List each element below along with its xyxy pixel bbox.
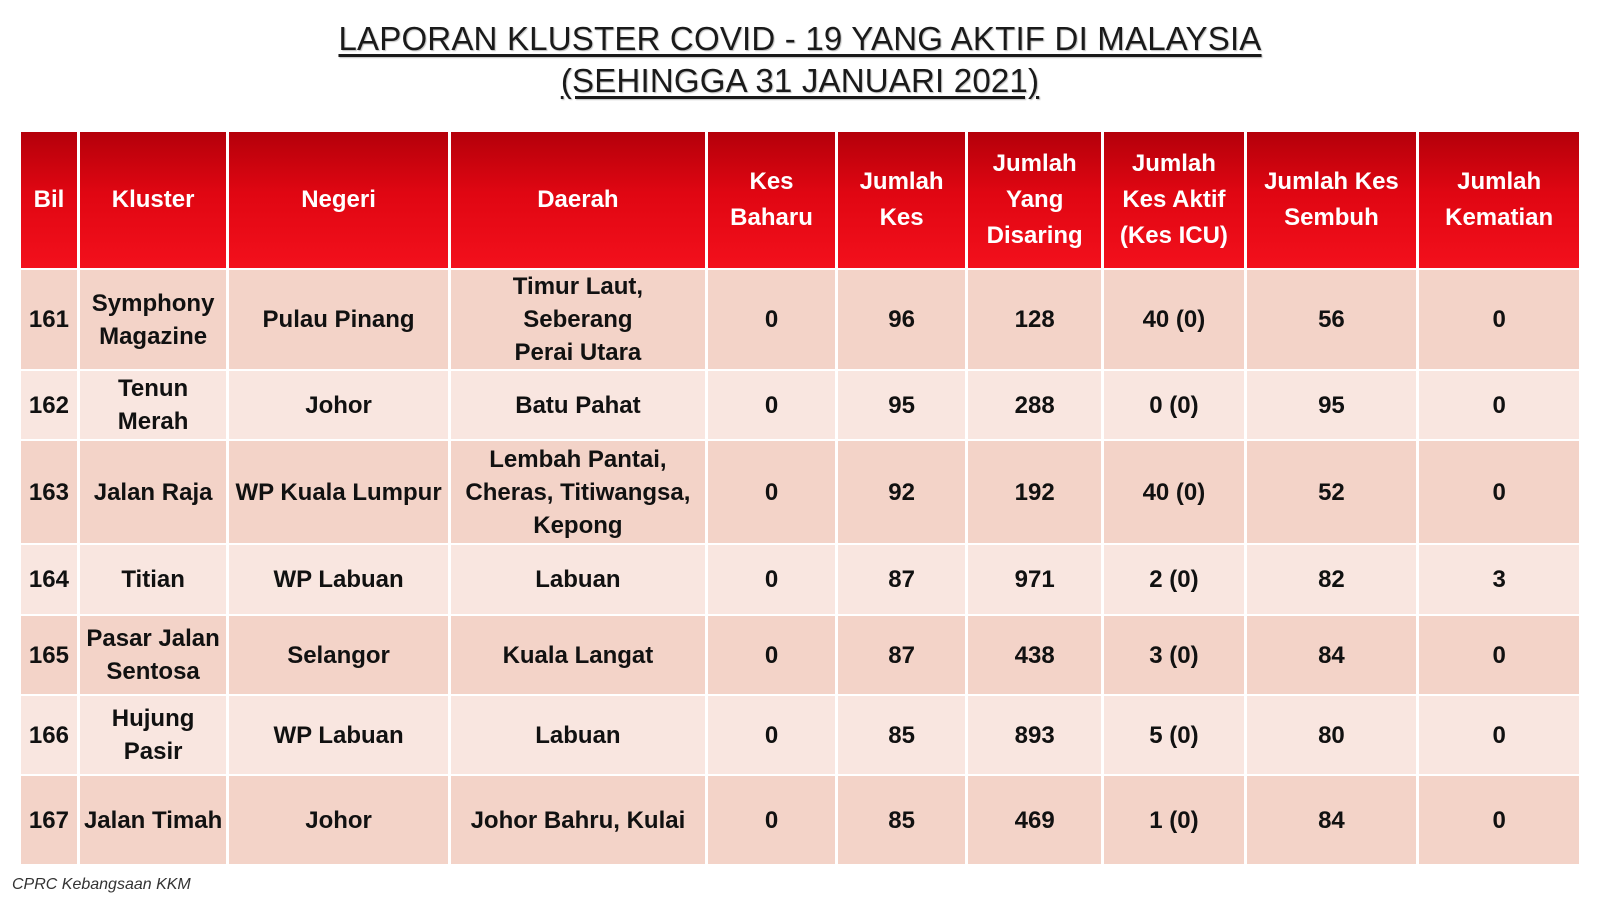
- cell-kes-sembuh: 84: [1247, 616, 1417, 694]
- header-line: Baharu: [730, 204, 813, 231]
- cell-kes-baharu: 0: [708, 371, 835, 439]
- cell-kluster: [80, 441, 226, 543]
- header-kematian: [1419, 132, 1579, 268]
- cell-kes-sembuh: 95: [1247, 371, 1417, 439]
- table-row: [21, 545, 1579, 614]
- table-row: [21, 616, 1579, 694]
- header-jumlah-disaring: [968, 132, 1101, 268]
- cell-daerah: [451, 371, 705, 439]
- header-line: Jumlah: [1131, 150, 1216, 177]
- cell-line: Tenun: [117, 375, 189, 402]
- header-line: Kes: [749, 168, 794, 195]
- cell-kematian: 0: [1419, 776, 1579, 864]
- cell-negeri: WP Labuan: [229, 545, 448, 614]
- cell-negeri: Pulau Pinang: [229, 270, 448, 369]
- report-title-line-1: LAPORAN KLUSTER COVID - 19 YANG AKTIF DI MALAYSIA: [338, 20, 1262, 57]
- header-line: Kes Aktif: [1122, 186, 1226, 213]
- cell-kluster: [80, 545, 226, 614]
- header-line: Disaring: [986, 222, 1083, 249]
- header-negeri: [229, 132, 448, 268]
- cell-line: Timur Laut, Seberang: [512, 273, 644, 333]
- cell-kes-aktif: 3 (0): [1104, 616, 1243, 694]
- header-negeri-label: Negeri: [301, 186, 376, 213]
- cell-jumlah-kes: 92: [838, 441, 965, 543]
- cell-negeri: WP Kuala Lumpur: [229, 441, 448, 543]
- cell-kluster: [80, 696, 226, 774]
- header-line: Jumlah: [1457, 168, 1542, 195]
- cell-daerah: [451, 776, 705, 864]
- cell-line: Lembah Pantai,: [489, 445, 667, 473]
- cell-kes-sembuh: 56: [1247, 270, 1417, 369]
- cell-line: Hujung: [111, 705, 195, 732]
- cell-line: Labuan: [535, 566, 621, 593]
- table-row: [21, 776, 1579, 864]
- cell-negeri: Johor: [229, 776, 448, 864]
- cell-kematian: 0: [1419, 371, 1579, 439]
- cell-negeri: Johor: [229, 371, 448, 439]
- cell-kematian: 0: [1419, 696, 1579, 774]
- table-row: [21, 696, 1579, 774]
- header-daerah-label: Daerah: [537, 186, 619, 213]
- report-title: [0, 18, 1600, 102]
- cell-daerah: [451, 441, 705, 543]
- cell-kluster: [80, 776, 226, 864]
- table-header-row: [21, 132, 1579, 268]
- cell-bil: 167: [21, 776, 77, 864]
- header-line: Kematian: [1445, 204, 1554, 231]
- cell-jumlah-kes: 85: [838, 696, 965, 774]
- cell-kes-aktif: 40 (0): [1104, 270, 1243, 369]
- cell-daerah: [451, 616, 705, 694]
- cell-line: Cheras, Titiwangsa,: [465, 478, 691, 506]
- table-row: [21, 441, 1579, 543]
- cell-kluster: [80, 371, 226, 439]
- cell-line: Sentosa: [106, 658, 200, 685]
- cluster-table: [18, 130, 1582, 866]
- cell-kes-aktif: 40 (0): [1104, 441, 1243, 543]
- source-footer: CPRC Kebangsaan KKM: [12, 876, 191, 893]
- cell-kes-baharu: 0: [708, 696, 835, 774]
- cell-kes-sembuh: 82: [1247, 545, 1417, 614]
- header-daerah: [451, 132, 705, 268]
- cell-daerah: [451, 545, 705, 614]
- cell-disaring: 128: [968, 270, 1101, 369]
- cell-bil: 164: [21, 545, 77, 614]
- header-bil: [21, 132, 77, 268]
- header-line: Yang: [1006, 186, 1064, 213]
- cell-disaring: 192: [968, 441, 1101, 543]
- cell-daerah: [451, 696, 705, 774]
- cell-disaring: 438: [968, 616, 1101, 694]
- header-line: (Kes ICU): [1119, 222, 1228, 249]
- cell-line: Jalan Raja: [93, 478, 213, 506]
- cell-daerah: [451, 270, 705, 369]
- cell-bil: 162: [21, 371, 77, 439]
- header-line: Sembuh: [1284, 204, 1379, 231]
- cell-line: Merah: [117, 408, 189, 435]
- cell-kematian: 3: [1419, 545, 1579, 614]
- cell-kematian: 0: [1419, 441, 1579, 543]
- cell-negeri: Selangor: [229, 616, 448, 694]
- cell-bil: 163: [21, 441, 77, 543]
- cell-line: Perai Utara: [514, 339, 642, 366]
- cell-kluster: [80, 270, 226, 369]
- cell-line: Labuan: [535, 721, 621, 749]
- cell-bil: 165: [21, 616, 77, 694]
- header-kluster: [80, 132, 226, 268]
- header-line: Jumlah Kes: [1264, 168, 1399, 195]
- cell-kes-baharu: 0: [708, 270, 835, 369]
- cell-bil: 166: [21, 696, 77, 774]
- cell-kes-baharu: 0: [708, 545, 835, 614]
- cell-kes-aktif: 2 (0): [1104, 545, 1243, 614]
- header-line: Kes: [879, 204, 924, 231]
- cell-bil: 161: [21, 270, 77, 369]
- table-row: [21, 270, 1579, 369]
- cell-kes-sembuh: 80: [1247, 696, 1417, 774]
- cell-line: Johor Bahru, Kulai: [470, 806, 686, 834]
- report-title-line-2: (SEHINGGA 31 JANUARI 2021): [560, 62, 1040, 99]
- table-row: [21, 371, 1579, 439]
- cell-kes-baharu: 0: [708, 441, 835, 543]
- cell-kes-baharu: 0: [708, 616, 835, 694]
- cell-line: Symphony: [91, 289, 215, 317]
- cell-line: Jalan Timah: [83, 806, 223, 834]
- cell-disaring: 971: [968, 545, 1101, 614]
- cell-line: Magazine: [99, 322, 208, 350]
- cell-disaring: 469: [968, 776, 1101, 864]
- cell-line: Batu Pahat: [515, 391, 641, 419]
- cell-jumlah-kes: 87: [838, 545, 965, 614]
- cell-disaring: 893: [968, 696, 1101, 774]
- header-kluster-label: Kluster: [111, 186, 195, 213]
- header-line: Jumlah: [992, 150, 1077, 177]
- cell-disaring: 288: [968, 371, 1101, 439]
- cell-kluster: [80, 616, 226, 694]
- cell-line: Kuala Langat: [502, 641, 654, 669]
- cell-line: Titian: [121, 566, 185, 593]
- header-jumlah-kes: [838, 132, 965, 268]
- cell-kes-aktif: 0 (0): [1104, 371, 1243, 439]
- cell-jumlah-kes: 95: [838, 371, 965, 439]
- cell-kes-sembuh: 84: [1247, 776, 1417, 864]
- cell-line: Pasar Jalan: [86, 625, 220, 652]
- header-kes-aktif: [1104, 132, 1243, 268]
- cell-jumlah-kes: 87: [838, 616, 965, 694]
- cell-jumlah-kes: 96: [838, 270, 965, 369]
- cell-kematian: 0: [1419, 270, 1579, 369]
- cell-jumlah-kes: 85: [838, 776, 965, 864]
- cell-kematian: 0: [1419, 616, 1579, 694]
- cell-negeri: WP Labuan: [229, 696, 448, 774]
- cell-line: Pasir: [123, 738, 183, 765]
- cell-kes-aktif: 1 (0): [1104, 776, 1243, 864]
- cell-kes-sembuh: 52: [1247, 441, 1417, 543]
- cell-kes-aktif: 5 (0): [1104, 696, 1243, 774]
- header-bil-label: Bil: [33, 186, 65, 213]
- header-kes-sembuh: [1247, 132, 1417, 268]
- cell-line: Kepong: [533, 511, 623, 539]
- header-kes-baharu: [708, 132, 835, 268]
- header-line: Jumlah: [859, 168, 944, 195]
- cell-kes-baharu: 0: [708, 776, 835, 864]
